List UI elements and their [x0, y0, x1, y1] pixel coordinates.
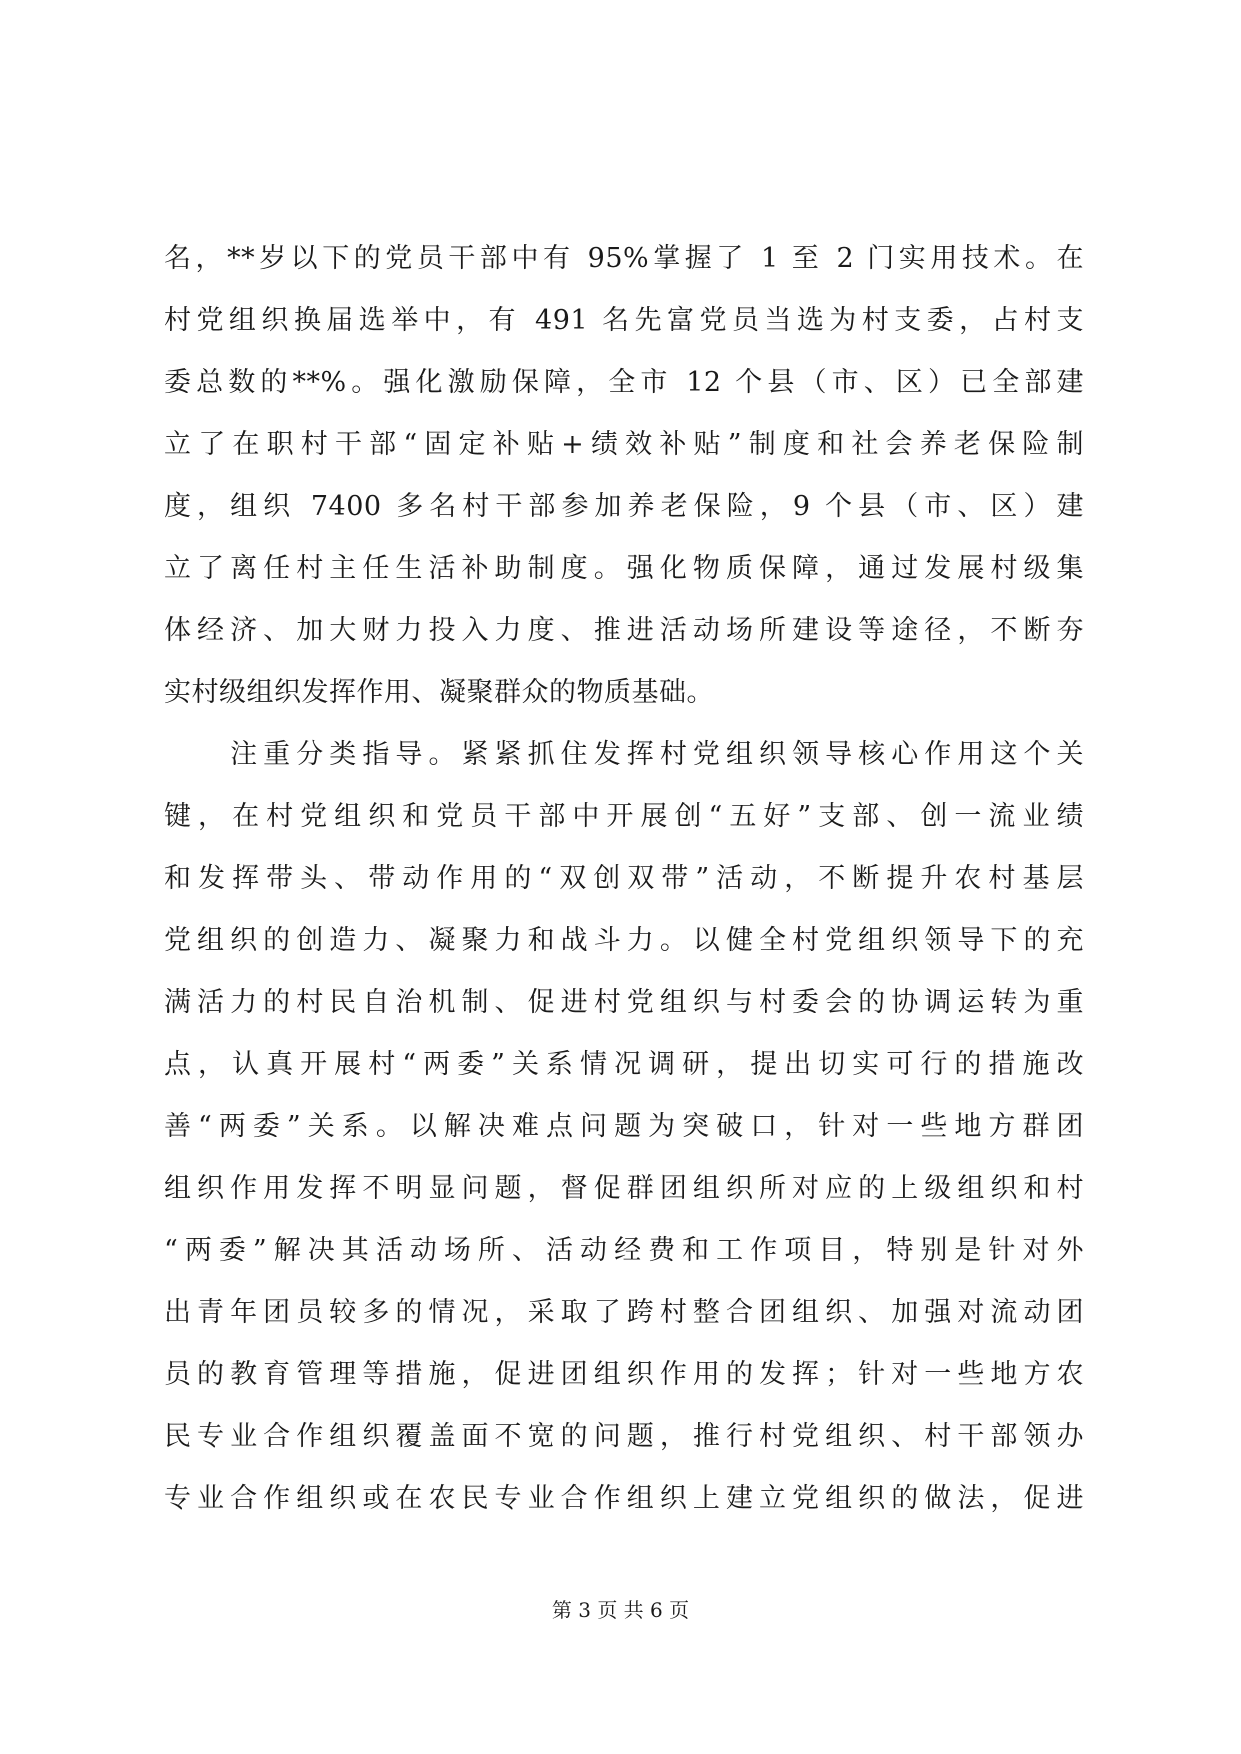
- text-line: 出青年团员较多的情况，采取了跨村整合团组织、加强对流动团: [164, 1297, 1084, 1328]
- text-line: 立了离任村主任生活补助制度。强化物质保障，通过发展村级集: [164, 553, 1084, 584]
- text-line: 善“两委”关系。以解决难点问题为突破口，针对一些地方群团: [164, 1111, 1084, 1142]
- text-line: “两委”解决其活动场所、活动经费和工作项目，特别是针对外: [164, 1235, 1084, 1266]
- paragraph-end-line: 实村级组织发挥作用、凝聚群众的物质基础。: [164, 677, 714, 708]
- text-line: 专业合作组织或在农民专业合作组织上建立党组织的做法，促进: [164, 1483, 1084, 1514]
- text-line: 和发挥带头、带动作用的“双创双带”活动，不断提升农村基层: [164, 863, 1084, 894]
- text-line: 组织作用发挥不明显问题，督促群团组织所对应的上级组织和村: [164, 1173, 1084, 1204]
- text-line: 度，组织 7400 多名村干部参加养老保险，9 个县（市、区）建: [164, 491, 1084, 522]
- text-line: 立了在职村干部“固定补贴+绩效补贴”制度和社会养老保险制: [164, 429, 1084, 460]
- text-line: 体经济、加大财力投入力度、推进活动场所建设等途径，不断夯: [164, 615, 1084, 646]
- text-line: 委总数的**%。强化激励保障，全市 12 个县（市、区）已全部建: [164, 367, 1084, 398]
- text-line: 民专业合作组织覆盖面不宽的问题，推行村党组织、村干部领办: [164, 1421, 1084, 1452]
- text-line: 村党组织换届选举中，有 491 名先富党员当选为村支委，占村支: [164, 305, 1084, 336]
- paragraph-start-line: 注重分类指导。紧紧抓住发挥村党组织领导核心作用这个关: [164, 739, 1084, 770]
- text-line: 员的教育管理等措施，促进团组织作用的发挥；针对一些地方农: [164, 1359, 1084, 1390]
- page-footer: 第 3 页 共 6 页: [551, 1598, 690, 1622]
- body-text: [164, 228, 1084, 1530]
- text-line: 党组织的创造力、凝聚力和战斗力。以健全村党组织领导下的充: [164, 925, 1084, 956]
- text-line: 名，**岁以下的党员干部中有 95%掌握了 1 至 2 门实用技术。在: [164, 243, 1084, 274]
- text-line: 键，在村党组织和党员干部中开展创“五好”支部、创一流业绩: [164, 801, 1084, 832]
- text-line: 满活力的村民自治机制、促进村党组织与村委会的协调运转为重: [164, 987, 1084, 1018]
- text-line: 点，认真开展村“两委”关系情况调研，提出切实可行的措施改: [164, 1049, 1084, 1080]
